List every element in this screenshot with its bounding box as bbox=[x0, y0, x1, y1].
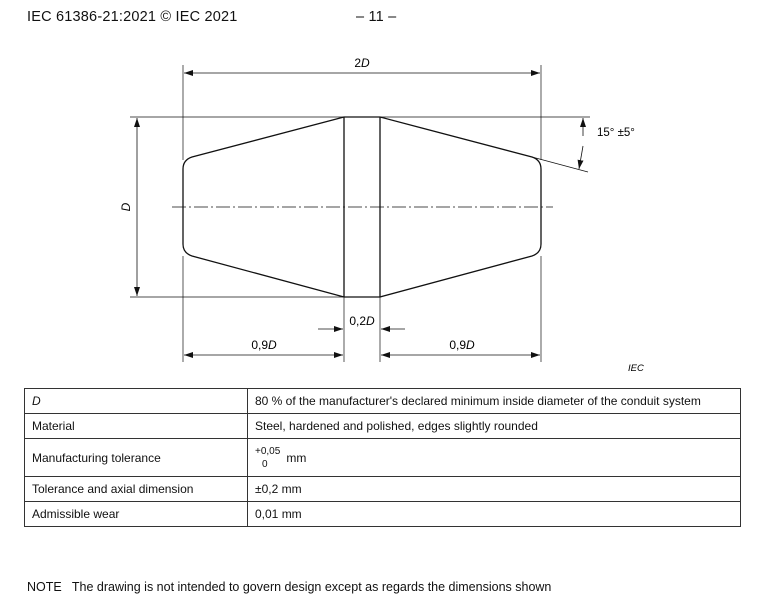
tolerance-lower: 0 bbox=[262, 458, 268, 470]
label-2d: 2D bbox=[354, 56, 370, 70]
tolerance-upper: +0,05 bbox=[255, 445, 281, 457]
tolerance-unit: mm bbox=[286, 450, 307, 465]
row-label-d: D bbox=[25, 389, 248, 414]
label-0-9d-left: 0,9D bbox=[251, 338, 277, 352]
label-0-2d: 0,2D bbox=[349, 314, 375, 328]
label-angle: 15° ±5° bbox=[597, 127, 635, 139]
row-value-material: Steel, hardened and polished, edges slightly rounded bbox=[248, 414, 741, 439]
row-value-manufacturing-tolerance bbox=[248, 439, 741, 477]
row-label-manufacturing-tolerance: Manufacturing tolerance bbox=[25, 439, 248, 477]
row-label-axial-tolerance: Tolerance and axial dimension bbox=[25, 477, 248, 502]
label-d: D bbox=[119, 202, 133, 212]
row-value-admissible-wear: 0,01 mm bbox=[248, 502, 741, 527]
label-0-9d-right: 0,9D bbox=[449, 338, 475, 352]
iec-source-mark: IEC bbox=[628, 363, 644, 374]
row-label-admissible-wear: Admissible wear bbox=[25, 502, 248, 527]
page-number: – 11 – bbox=[356, 9, 397, 25]
angle-arrow-lower bbox=[579, 146, 583, 169]
table-row bbox=[25, 389, 741, 414]
table-row bbox=[25, 439, 741, 477]
table-row bbox=[25, 502, 741, 527]
tolerance-stack bbox=[255, 445, 283, 471]
row-label-material: Material bbox=[25, 414, 248, 439]
specification-table bbox=[24, 388, 741, 527]
row-value-axial-tolerance: ±0,2 mm bbox=[248, 477, 741, 502]
table-row bbox=[25, 477, 741, 502]
row-value-d: 80 % of the manufacturer's declared minimum inside diameter of the conduit system bbox=[248, 389, 741, 414]
standard-reference: IEC 61386-21:2021 © IEC 2021 bbox=[27, 9, 238, 25]
table-row bbox=[25, 414, 741, 439]
drawing-note: NOTE The drawing is not intended to govern design except as regards the dimensions shown bbox=[27, 580, 552, 594]
